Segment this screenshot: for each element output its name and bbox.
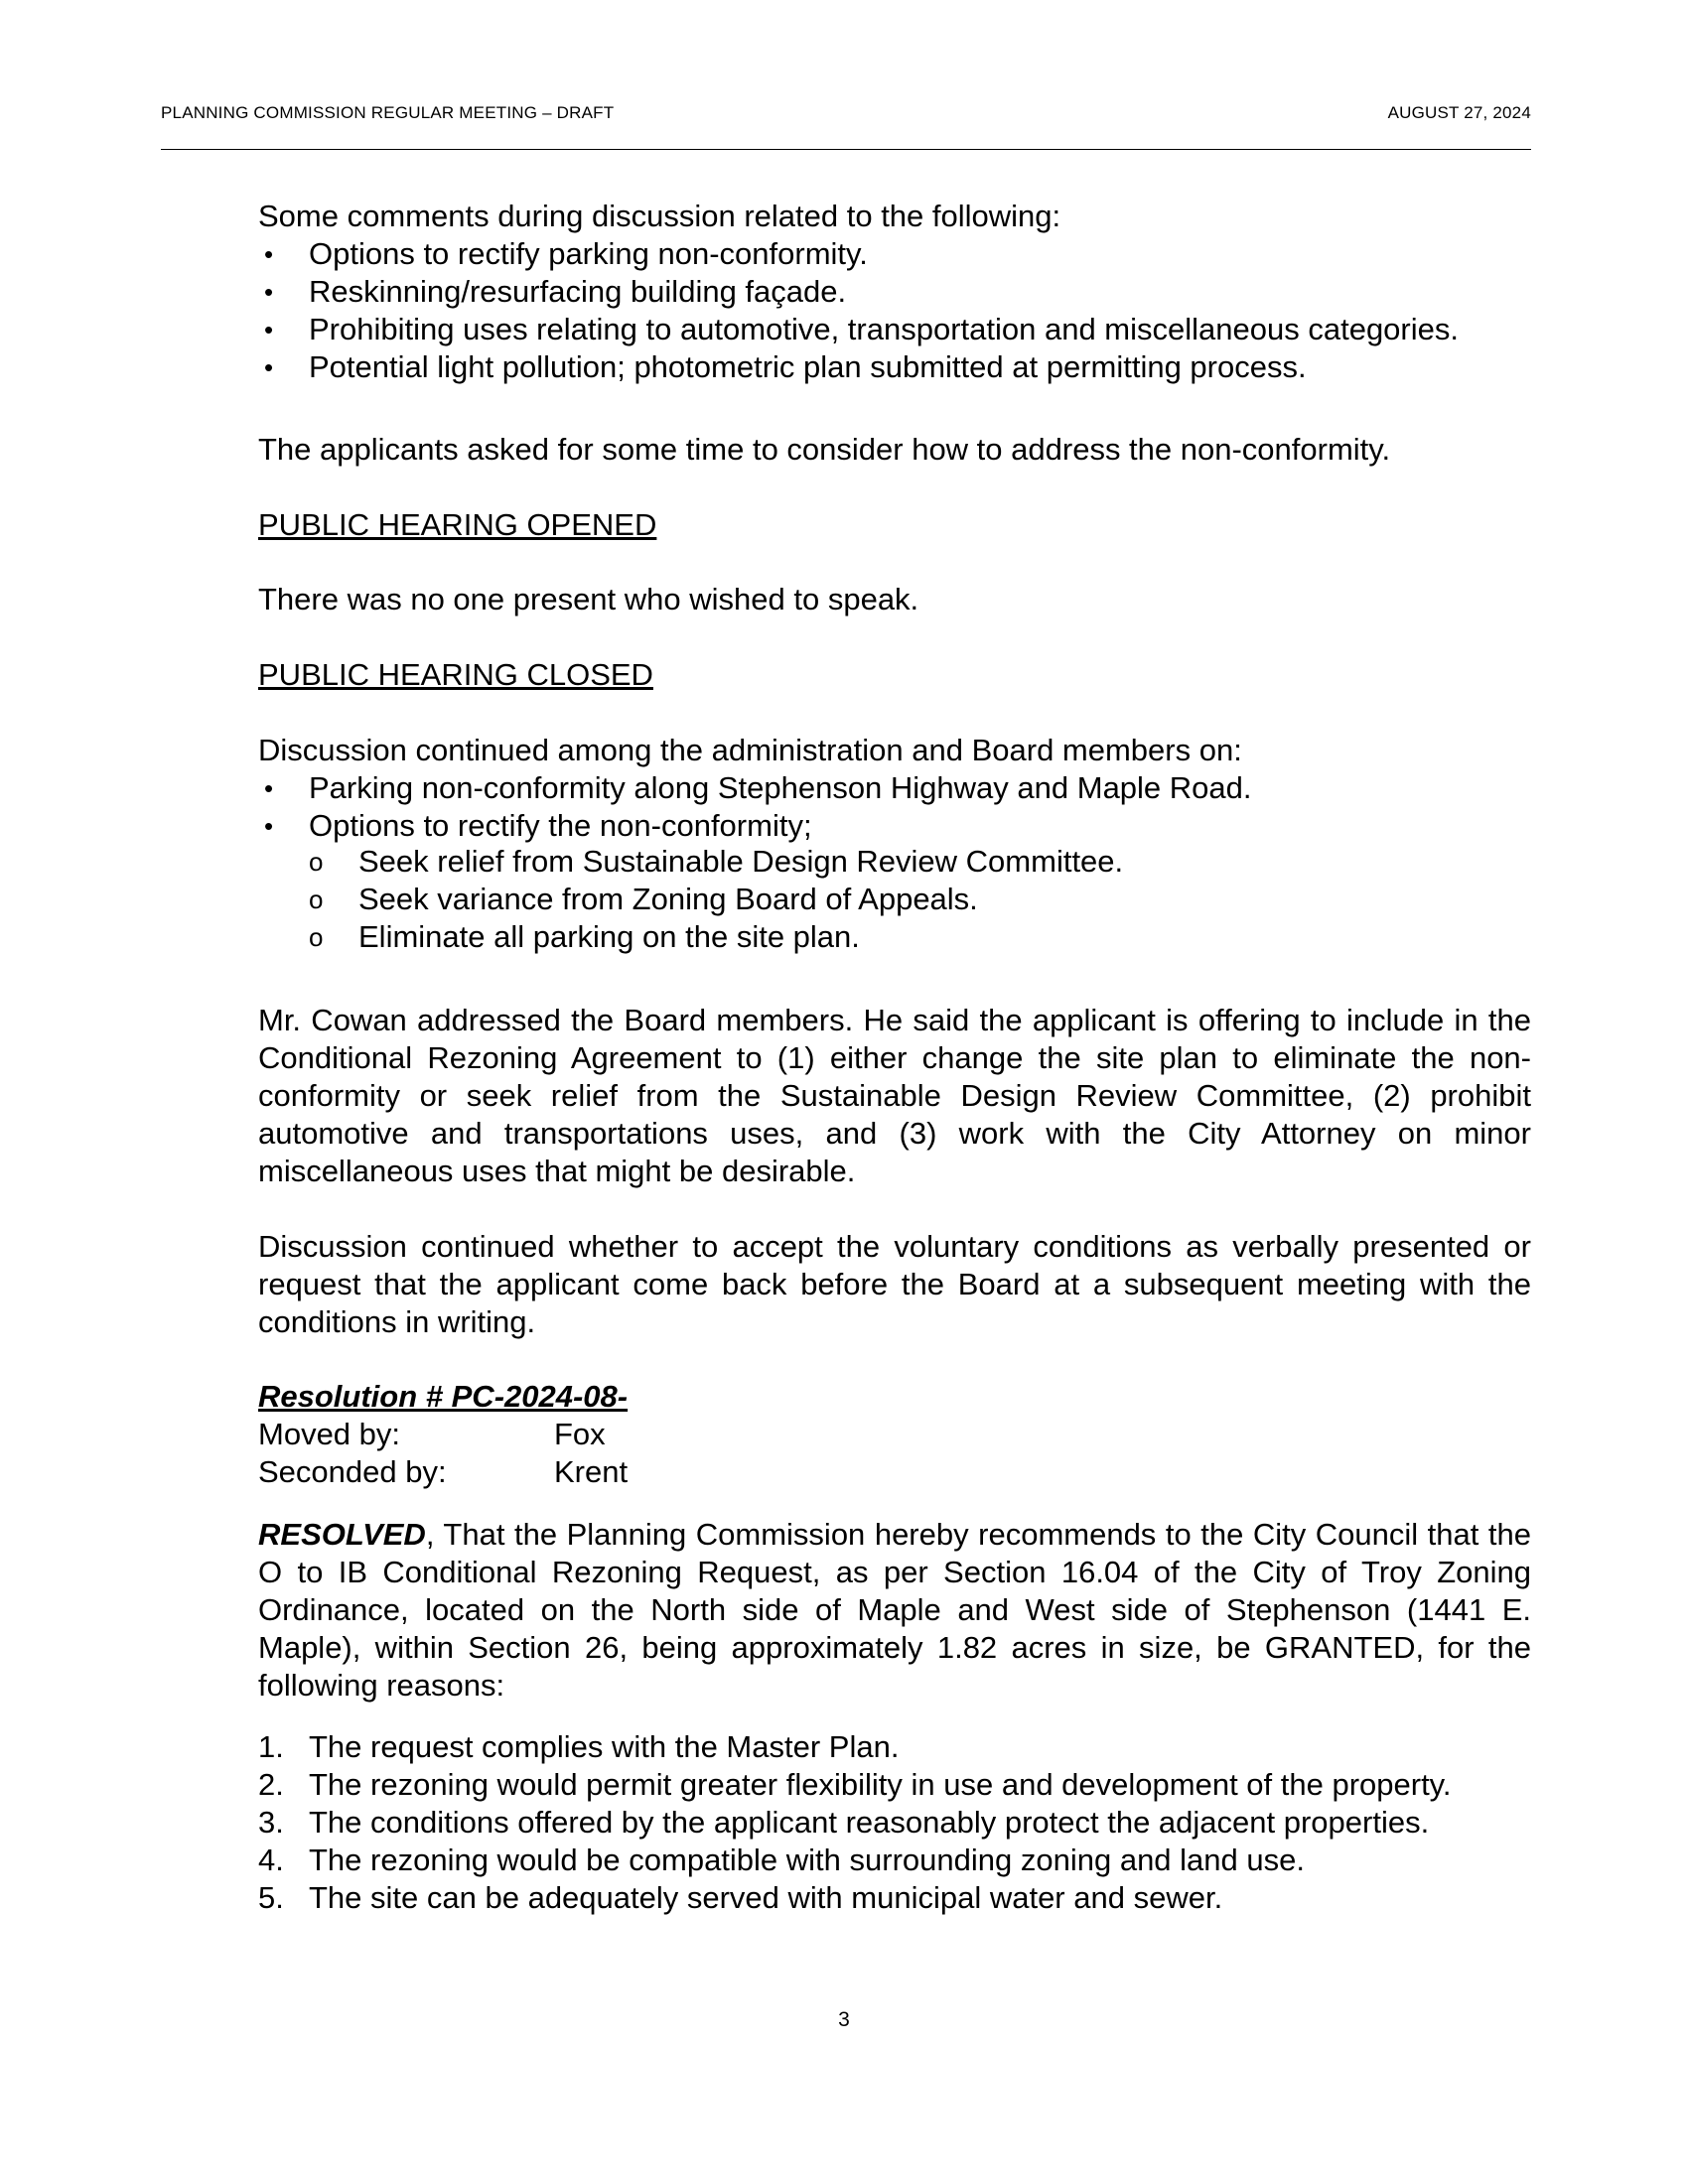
continued-intro: Discussion continued among the administration and Board members on: xyxy=(258,733,1242,767)
moved-by-label: Moved by: xyxy=(258,1417,401,1451)
bullet-text: Prohibiting uses relating to automotive, transportation and miscellaneous categories. xyxy=(309,312,1459,346)
bullet-icon: • xyxy=(264,773,274,803)
bullet-icon: • xyxy=(264,315,274,344)
list-item xyxy=(258,311,1531,348)
header-title: PLANNING COMMISSION REGULAR MEETING – DRAFT xyxy=(161,103,615,122)
list-item xyxy=(258,1728,1531,1766)
list-text: The request complies with the Master Plan. xyxy=(309,1729,900,1764)
list-text: The rezoning would be compatible with surrounding zoning and land use. xyxy=(309,1843,1305,1877)
list-item xyxy=(258,843,1531,881)
bullet-icon: • xyxy=(264,277,274,307)
bullet-text: Seek relief from Sustainable Design Review Committee. xyxy=(358,844,1124,879)
moved-by-value: Fox xyxy=(554,1417,606,1451)
list-number: 5. xyxy=(258,1880,284,1915)
circle-bullet-icon: o xyxy=(309,885,324,914)
paragraph-text: Discussion continued whether to accept the voluntary conditions as verbally presented or request that the applicant come back before the Board at a subsequent meeting with the conditions in writing. xyxy=(258,1229,1531,1339)
list-item xyxy=(258,1842,1531,1879)
paragraph-text: Mr. Cowan addressed the Board members. He said the applicant is offering to include in the Conditional Rezoning Agreement to (1) either change the site plan to eliminate the non-conformity or seek relief from the Sustainable Design Review Committee, (2) prohibit automotive and transportations uses, and (3) work with the City Attorney on minor miscellaneous uses that might be desirable. xyxy=(258,1003,1531,1188)
continued-bullet-list xyxy=(258,769,1531,843)
bullet-text: Options to rectify parking non-conformity. xyxy=(309,236,868,271)
resolution-block xyxy=(258,1378,1531,1491)
list-number: 3. xyxy=(258,1805,284,1840)
list-item xyxy=(258,1804,1531,1842)
paragraph-text: The applicants asked for some time to consider how to address the non-conformity. xyxy=(258,432,1391,467)
discussion-intro: Some comments during discussion related to the following: xyxy=(258,199,1061,233)
reasons-list xyxy=(258,1728,1531,1917)
list-item xyxy=(258,273,1531,311)
list-text: The conditions offered by the applicant reasonably protect the adjacent properties. xyxy=(309,1805,1430,1840)
continued-discussion-section xyxy=(258,732,1531,956)
page-number: 3 xyxy=(838,2008,850,2031)
list-item xyxy=(258,881,1531,918)
header-date: AUGUST 27, 2024 xyxy=(1387,103,1531,122)
bullet-text: Parking non-conformity along Stephenson Highway and Maple Road. xyxy=(309,770,1252,805)
public-hearing-opened xyxy=(258,506,1531,544)
public-hearing-closed xyxy=(258,656,1531,694)
bullet-text: Potential light pollution; photometric plan submitted at permitting process. xyxy=(309,349,1307,384)
applicants-paragraph xyxy=(258,431,1531,469)
section-heading: PUBLIC HEARING OPENED xyxy=(258,507,657,542)
continued-sub-list xyxy=(258,843,1531,956)
conditions-paragraph xyxy=(258,1228,1531,1341)
seconded-by-row xyxy=(258,1453,1531,1491)
list-item xyxy=(258,1879,1531,1917)
list-item xyxy=(258,918,1531,956)
list-item xyxy=(258,348,1531,386)
paragraph-text: There was no one present who wished to speak. xyxy=(258,582,919,616)
list-number: 1. xyxy=(258,1729,284,1764)
seconded-by-label: Seconded by: xyxy=(258,1454,447,1489)
list-item xyxy=(258,1766,1531,1804)
bullet-text: Eliminate all parking on the site plan. xyxy=(358,919,860,954)
bullet-text: Options to rectify the non-conformity; xyxy=(309,808,812,843)
list-number: 4. xyxy=(258,1843,284,1877)
seconded-by-value: Krent xyxy=(554,1454,629,1489)
list-number: 2. xyxy=(258,1767,284,1802)
page-header xyxy=(161,103,1531,125)
resolution-heading: Resolution # PC-2024-08- xyxy=(258,1379,629,1414)
resolved-paragraph xyxy=(258,1516,1531,1705)
resolved-text: , That the Planning Commission hereby recommends to the City Council that the O to IB Conditional Rezoning Request, as per Section 16.04 of the City of Troy Zoning Ordinance, located on the North side of Maple and West side of Stephenson (1441 E. Maple), within Section 26, being approximately 1.82 acres in size, be GRANTED, for the following reasons: xyxy=(258,1517,1531,1703)
header-divider xyxy=(161,149,1531,150)
list-item xyxy=(258,235,1531,273)
cowan-paragraph xyxy=(258,1002,1531,1190)
paragraph-text xyxy=(258,1516,1531,1705)
discussion-section xyxy=(258,198,1531,386)
bullet-text: Seek variance from Zoning Board of Appeals. xyxy=(358,882,978,916)
no-speakers-paragraph xyxy=(258,581,1531,618)
list-text: The site can be adequately served with municipal water and sewer. xyxy=(309,1880,1223,1915)
bullet-icon: • xyxy=(264,352,274,382)
list-item xyxy=(258,807,1531,843)
resolved-label: RESOLVED xyxy=(258,1517,426,1552)
bullet-text: Reskinning/resurfacing building façade. xyxy=(309,274,847,309)
section-heading: PUBLIC HEARING CLOSED xyxy=(258,657,653,692)
reasons-section xyxy=(258,1728,1531,1917)
list-text: The rezoning would permit greater flexibility in use and development of the property. xyxy=(309,1767,1452,1802)
circle-bullet-icon: o xyxy=(309,847,324,877)
moved-by-row xyxy=(258,1416,1531,1453)
bullet-icon: • xyxy=(264,239,274,269)
circle-bullet-icon: o xyxy=(309,922,324,952)
bullet-icon: • xyxy=(264,811,274,841)
discussion-bullet-list xyxy=(258,235,1531,386)
list-item xyxy=(258,769,1531,807)
